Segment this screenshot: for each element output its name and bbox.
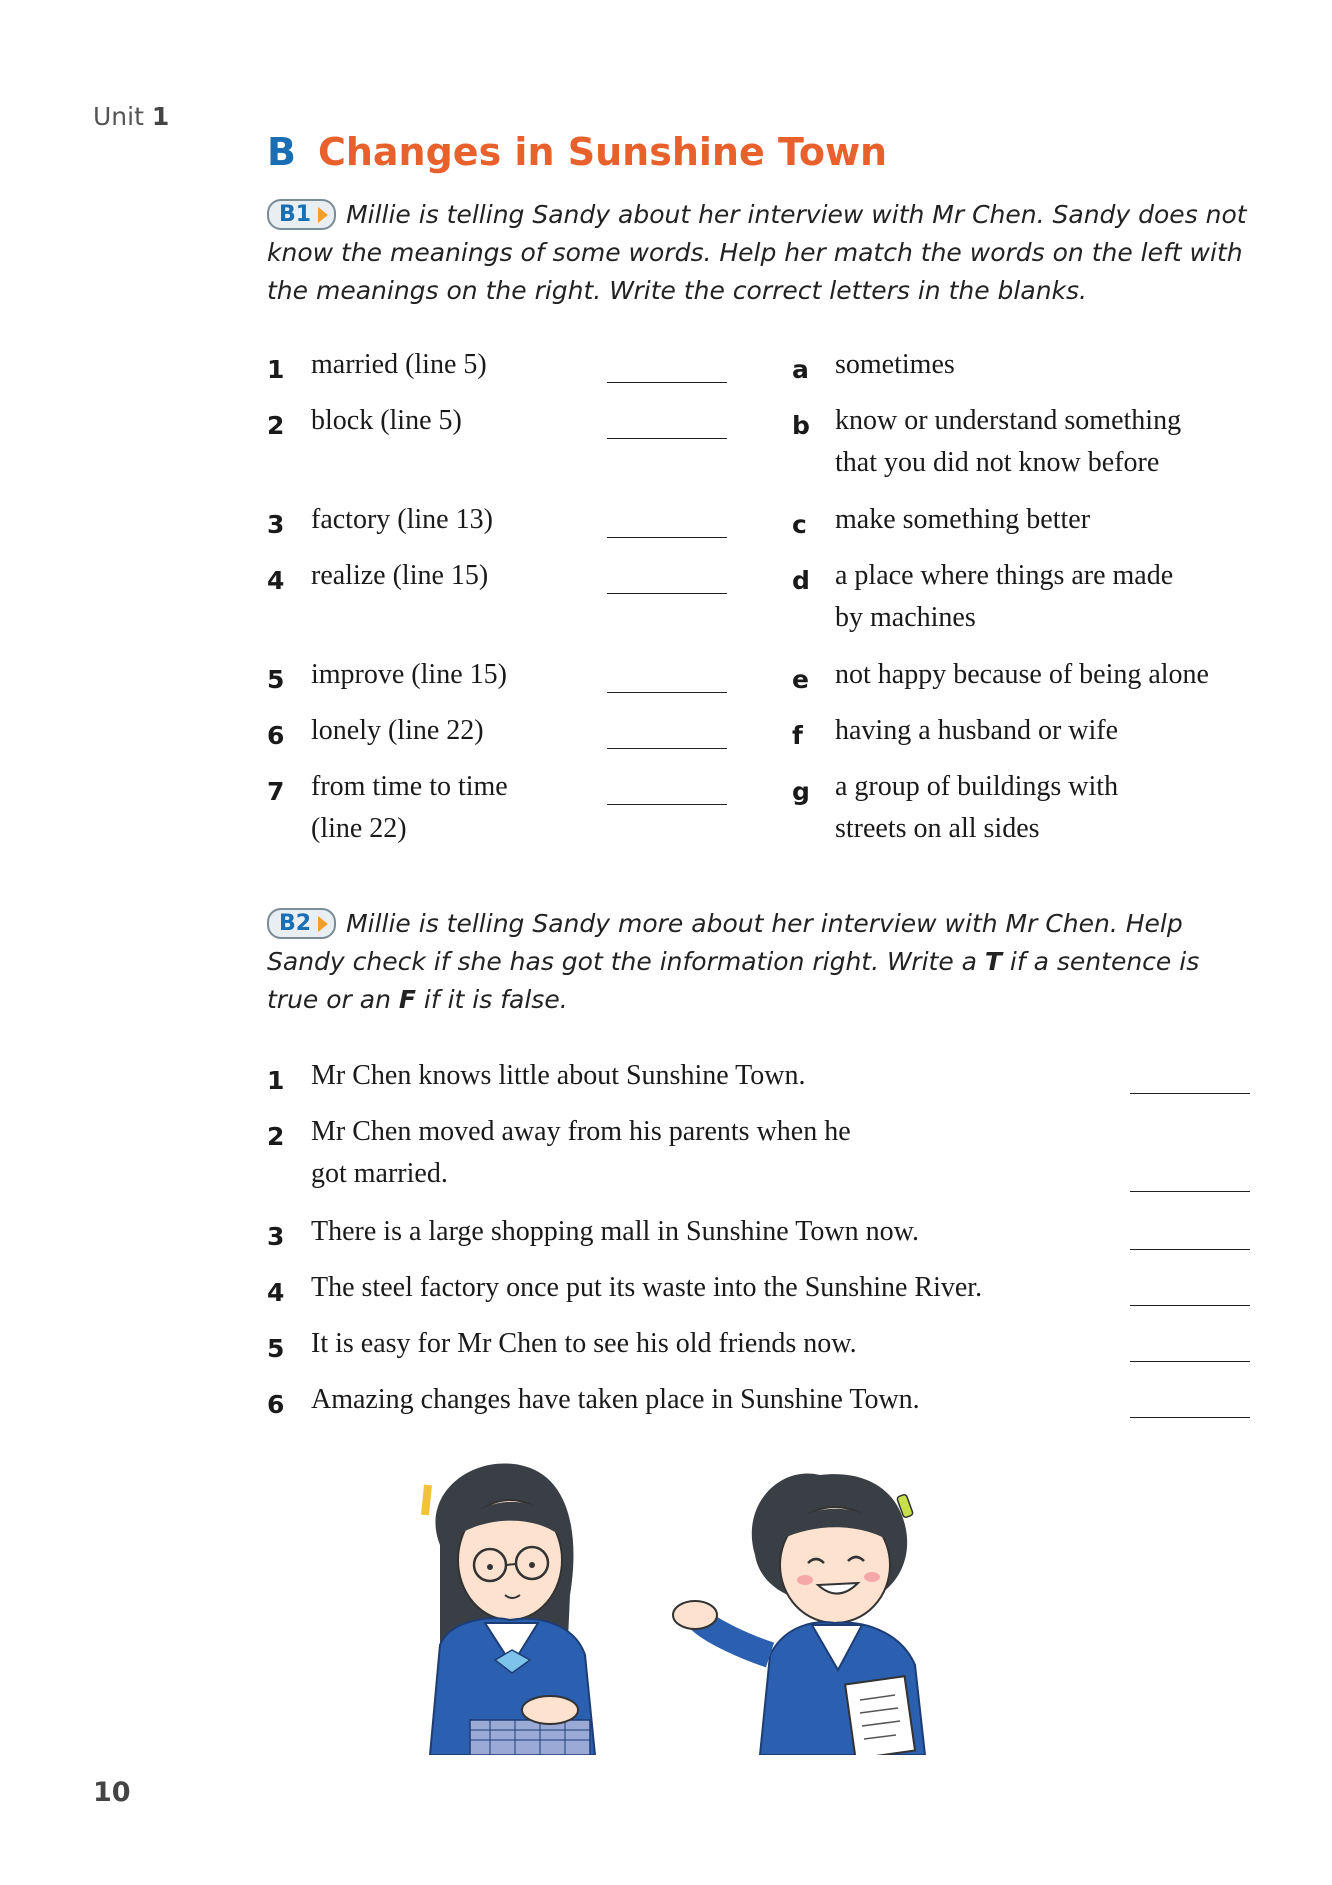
b1-meaning-line1: having a husband or wife [835, 715, 1119, 746]
b1-word [311, 499, 493, 541]
b2-statement [311, 1211, 919, 1253]
unit-label [93, 102, 169, 131]
b1-answer-blank[interactable] [607, 438, 727, 439]
b2-statement [311, 1055, 806, 1097]
b1-meaning-letter: d [792, 566, 810, 595]
b1-answer-blank[interactable] [607, 593, 727, 594]
b1-meaning-letter: c [792, 510, 807, 539]
b2-instruction-t: T [984, 947, 1002, 976]
b1-meaning-line1: a group of buildings with [835, 771, 1119, 802]
b1-word-line1: from time to time [311, 771, 508, 802]
b1-word-line1: block (line 5) [311, 405, 462, 436]
b2-answer-blank[interactable] [1130, 1093, 1250, 1094]
b2-statement-line1: Mr Chen knows little about Sunshine Town. [311, 1060, 806, 1091]
b1-meaning [835, 555, 1173, 639]
b2-statement-line1: There is a large shopping mall in Sunshine Town now. [311, 1216, 920, 1247]
b2-item-number: 3 [267, 1222, 285, 1251]
b2-statement-line2: got married. [311, 1158, 448, 1189]
b1-instruction [267, 196, 1247, 310]
b1-meaning-line1: make something better [835, 504, 1091, 535]
b2-item-number: 2 [267, 1122, 285, 1151]
b2-answer-blank[interactable] [1130, 1249, 1250, 1250]
b1-word-line1: factory (line 13) [311, 504, 493, 535]
b1-meaning-line1: sometimes [835, 349, 955, 380]
b1-word-line2: (line 22) [311, 813, 407, 844]
b1-word-line1: improve (line 15) [311, 659, 507, 690]
b1-word-line1: realize (line 15) [311, 560, 489, 591]
b2-statement [311, 1267, 982, 1309]
b2-item-number: 1 [267, 1066, 285, 1095]
b2-answer-blank[interactable] [1130, 1305, 1250, 1306]
b2-instruction-text-1: Millie is telling Sandy more about her interview with Mr Chen. Help Sandy check if she has got the information right. Write a [267, 909, 1183, 976]
b1-item-number: 1 [267, 355, 285, 384]
b2-badge: B2 [267, 908, 336, 939]
b1-meaning-line1: know or understand something [835, 405, 1182, 436]
b2-item-number: 5 [267, 1334, 285, 1363]
b1-meaning-letter: f [792, 721, 803, 750]
play-arrow-icon [318, 916, 328, 932]
page-number: 10 [93, 1777, 131, 1808]
section-heading [267, 130, 887, 174]
b1-meaning [835, 654, 1209, 696]
section-title: Changes in Sunshine Town [317, 130, 888, 174]
b2-statement [311, 1111, 851, 1195]
b2-instruction-text-3: if it is false. [415, 985, 568, 1014]
b1-meaning-letter: b [792, 411, 810, 440]
b1-meaning-line2: that you did not know before [835, 447, 1160, 478]
sandy-figure [425, 1463, 595, 1755]
b1-item-number: 4 [267, 566, 285, 595]
b1-meaning [835, 400, 1181, 484]
b1-meaning-letter: g [792, 777, 810, 806]
b1-answer-blank[interactable] [607, 748, 727, 749]
b1-word [311, 400, 462, 442]
b2-statement-line1: It is easy for Mr Chen to see his old friends now. [311, 1328, 857, 1359]
play-arrow-icon [318, 207, 328, 223]
b1-meaning [835, 766, 1118, 850]
b1-item-number: 7 [267, 777, 285, 806]
b1-item-number: 5 [267, 665, 285, 694]
b2-answer-blank[interactable] [1130, 1361, 1250, 1362]
b2-statement [311, 1323, 857, 1365]
b2-statement-line1: The steel factory once put its waste into the Sunshine River. [311, 1272, 983, 1303]
b1-word-line1: lonely (line 22) [311, 715, 484, 746]
b2-item-number: 6 [267, 1390, 285, 1419]
b2-item-number: 4 [267, 1278, 285, 1307]
unit-number: 1 [151, 102, 170, 131]
millie-figure [673, 1473, 925, 1755]
b1-badge: B1 [267, 199, 336, 230]
b2-instruction-text-2: if a sentence is true or an [267, 947, 1200, 1014]
b1-answer-blank[interactable] [607, 804, 727, 805]
b1-meaning-letter: e [792, 665, 809, 694]
b1-meaning [835, 499, 1090, 541]
b1-item-number: 2 [267, 411, 285, 440]
b1-word-line1: married (line 5) [311, 349, 487, 380]
b1-meaning-line2: by machines [835, 602, 976, 633]
b1-word [311, 766, 508, 850]
b1-answer-blank[interactable] [607, 692, 727, 693]
b1-meaning-letter: a [792, 355, 809, 384]
b1-meaning [835, 710, 1118, 752]
b1-word [311, 710, 484, 752]
b2-statement [311, 1379, 920, 1421]
millie-and-sandy-illustration [400, 1455, 1080, 1755]
b1-instruction-text: Millie is telling Sandy about her interview with Mr Chen. Sandy does not know the meanings of some words. Help her match the words on the left with the meanings on the right. Write the correct letters in the blanks. [267, 200, 1247, 305]
b1-item-number: 3 [267, 510, 285, 539]
b1-answer-blank[interactable] [607, 537, 727, 538]
b1-word [311, 555, 488, 597]
b2-answer-blank[interactable] [1130, 1191, 1250, 1192]
b1-meaning [835, 344, 955, 386]
b2-statement-line1: Mr Chen moved away from his parents when he [311, 1116, 851, 1147]
b1-word [311, 344, 487, 386]
b1-word [311, 654, 507, 696]
b2-statement-line1: Amazing changes have taken place in Sunshine Town. [311, 1384, 920, 1415]
b1-meaning-line1: a place where things are made [835, 560, 1174, 591]
unit-word: Unit [93, 102, 144, 131]
b2-instruction-f: F [398, 985, 416, 1014]
b2-answer-blank[interactable] [1130, 1417, 1250, 1418]
b1-item-number: 6 [267, 721, 285, 750]
b2-instruction [267, 905, 1247, 1019]
section-letter: B [267, 130, 296, 174]
b1-meaning-line1: not happy because of being alone [835, 659, 1209, 690]
b1-answer-blank[interactable] [607, 382, 727, 383]
b1-meaning-line2: streets on all sides [835, 813, 1040, 844]
